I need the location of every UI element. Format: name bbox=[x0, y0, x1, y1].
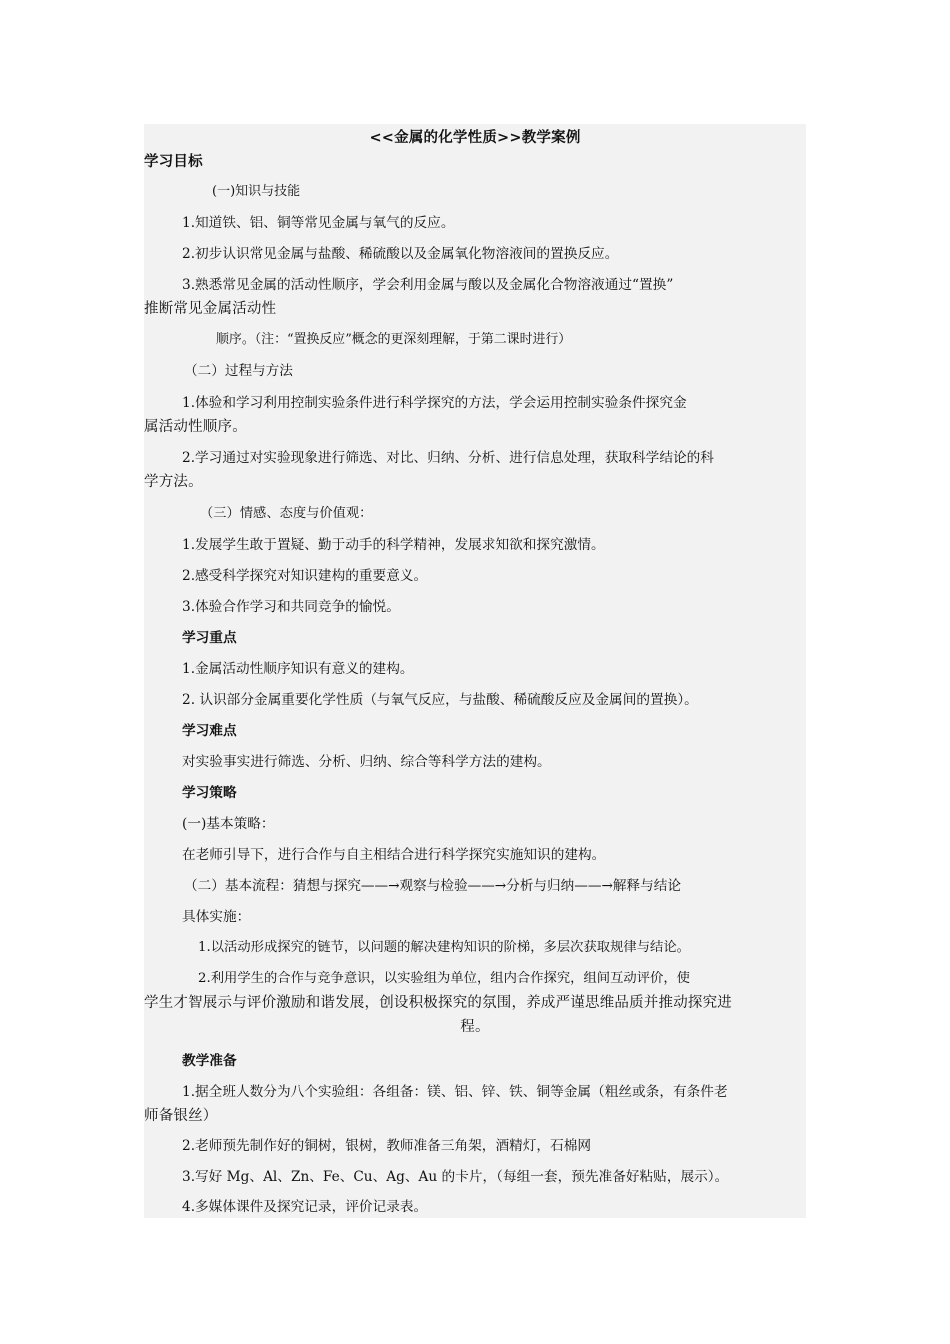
knowledge-item-1: 1.知道铁、铝、铜等常见金属与氧气的反应。 bbox=[182, 215, 455, 231]
preparation-item-2: 2.老师预先制作好的铜树，银树，教师准备三角架，酒精灯，石棉网 bbox=[182, 1138, 592, 1154]
strategy-basic-text: 在老师引导下，进行合作与自主相结合进行科学探究实施知识的建构。 bbox=[182, 847, 606, 863]
process-item-1-line-1: 1.体验和学习利用控制实验条件进行科学探究的方法，学会运用控制实验条件探究金 bbox=[182, 395, 687, 411]
preparation-heading: 教学准备 bbox=[182, 1053, 237, 1069]
knowledge-item-2: 2.初步认识常见金属与盐酸、稀硫酸以及金属氧化物溶液间的置换反应。 bbox=[182, 246, 619, 262]
emotion-item-2: 2.感受科学探究对知识建构的重要意义。 bbox=[182, 568, 428, 584]
preparation-item-4: 4.多媒体课件及探究记录，评价记录表。 bbox=[182, 1199, 428, 1215]
preparation-item-1-line-1: 1.据全班人数分为八个实验组：各组备：镁、铝、锌、铁、铜等金属（粗丝或条，有条件老 bbox=[182, 1084, 728, 1100]
preparation-item-1-line-2: 师备银丝） bbox=[144, 1108, 218, 1124]
strategy-heading: 学习策略 bbox=[182, 785, 237, 801]
knowledge-item-3-line-3: 顺序。（注：“置换反应”概念的更深刻理解，于第二课时进行） bbox=[216, 332, 572, 347]
strategy-basic-heading: (一)基本策略： bbox=[182, 816, 275, 832]
emotion-heading: （三）情感、态度与价值观： bbox=[200, 506, 373, 521]
preparation-item-3: 3.写好 Mg、Al、Zn、Fe、Cu、Ag、Au 的卡片，（每组一套，预先准备好粘贴，展示）。 bbox=[182, 1169, 729, 1185]
strategy-impl-item-2-line-2: 学生才智展示与评价激励和谐发展，创设积极探究的氛围，养成严谨思维品质并推动探究进 bbox=[144, 995, 732, 1011]
strategy-impl-heading: 具体实施： bbox=[182, 909, 251, 925]
objectives-heading: 学习目标 bbox=[144, 154, 203, 170]
process-item-2-line-2: 学方法。 bbox=[144, 474, 203, 490]
emotion-item-3: 3.体验合作学习和共同竞争的愉悦。 bbox=[182, 599, 400, 615]
document-title: <<金属的化学性质>>教学案例 bbox=[369, 130, 581, 146]
knowledge-item-3-line-1: 3.熟悉常见金属的活动性顺序，学会利用金属与酸以及金属化合物溶液通过“置换” bbox=[182, 277, 674, 293]
strategy-impl-item-1: 1.以活动形成探究的链节，以问题的解决建构知识的阶梯，多层次获取规律与结论。 bbox=[198, 940, 690, 955]
process-item-2-line-1: 2.学习通过对实验现象进行筛选、对比、归纳、分析、进行信息处理，获取科学结论的科 bbox=[182, 450, 714, 466]
knowledge-heading: (一)知识与技能 bbox=[212, 184, 301, 199]
emotion-item-1: 1.发展学生敢于置疑、勤于动手的科学精神，发展求知欲和探究激情。 bbox=[182, 537, 605, 553]
document-page bbox=[144, 124, 806, 1218]
difficulties-heading: 学习难点 bbox=[182, 723, 237, 739]
strategy-flow: （二）基本流程：猜想与探究——→观察与检验——→分析与归纳——→解释与结论 bbox=[184, 878, 681, 894]
key-points-item-1: 1.金属活动性顺序知识有意义的建构。 bbox=[182, 661, 414, 677]
strategy-impl-item-2-line-3: 程。 bbox=[460, 1019, 490, 1035]
knowledge-item-3-line-2: 推断常见金属活动性 bbox=[144, 301, 277, 317]
difficulties-text: 对实验事实进行筛选、分析、归纳、综合等科学方法的建构。 bbox=[182, 754, 551, 770]
process-heading: （二）过程与方法 bbox=[184, 363, 293, 379]
process-item-1-line-2: 属活动性顺序。 bbox=[144, 419, 247, 435]
key-points-item-2: 2. 认识部分金属重要化学性质（与氧气反应，与盐酸、稀硫酸反应及金属间的置换）。 bbox=[182, 692, 698, 708]
strategy-impl-item-2-line-1: 2.利用学生的合作与竞争意识，以实验组为单位，组内合作探究，组间互动评价，使 bbox=[198, 971, 690, 986]
key-points-heading: 学习重点 bbox=[182, 630, 237, 646]
